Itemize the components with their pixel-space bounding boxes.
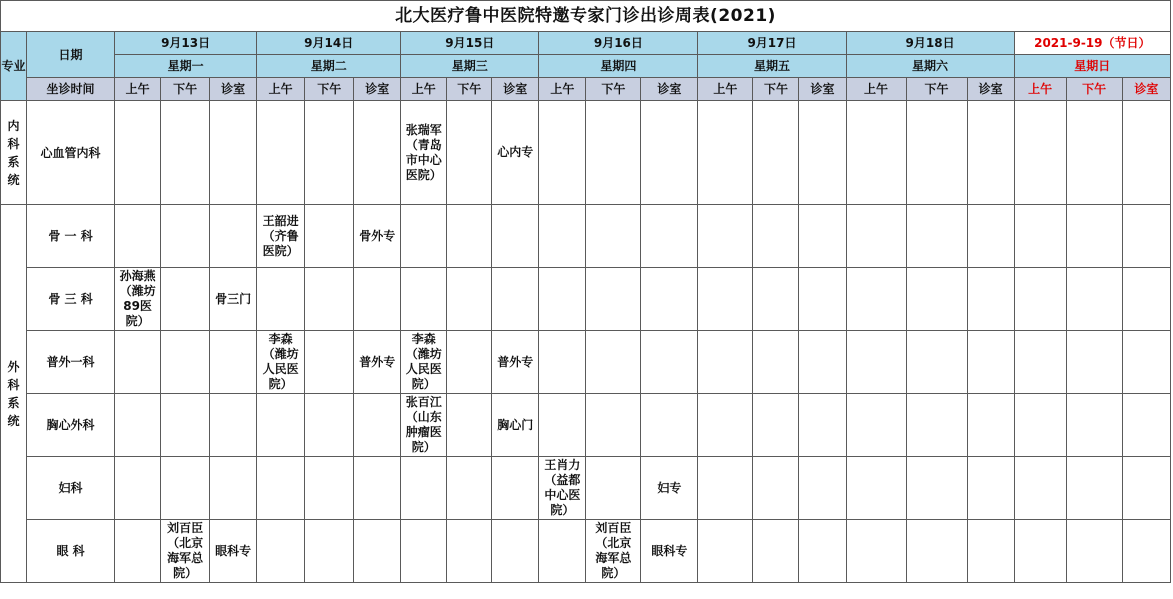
slot-header: 下午 [586, 78, 641, 101]
schedule-cell [698, 268, 753, 331]
schedule-cell [257, 101, 305, 205]
schedule-cell [698, 520, 753, 583]
schedule-cell [698, 101, 753, 205]
slot-header: 上午 [401, 78, 447, 101]
table-row [1, 268, 1171, 331]
schedule-cell [698, 205, 753, 268]
schedule-cell [305, 520, 354, 583]
schedule-cell [492, 520, 539, 583]
schedule-cell [1066, 205, 1122, 268]
schedule-cell [210, 457, 257, 520]
schedule-cell [799, 331, 846, 394]
schedule-cell [115, 457, 161, 520]
schedule-cell [539, 394, 586, 457]
schedule-cell [1122, 457, 1170, 520]
weekday-cell: 星期四 [539, 55, 698, 78]
department-name: 骨 三 科 [27, 268, 115, 331]
slot-header: 下午 [906, 78, 967, 101]
schedule-cell [447, 457, 492, 520]
weekday-cell: 星期三 [401, 55, 539, 78]
schedule-cell [906, 331, 967, 394]
schedule-cell: 眼科专 [641, 520, 698, 583]
page-title: 北大医疗鲁中医院特邀专家门诊出诊周表(2021) [1, 1, 1171, 32]
schedule-cell [1122, 331, 1170, 394]
schedule-cell [799, 101, 846, 205]
slot-header: 上午 [1014, 78, 1066, 101]
schedule-cell [354, 101, 401, 205]
slot-header: 上午 [698, 78, 753, 101]
date-header: 日期 [27, 32, 115, 78]
schedule-cell [210, 205, 257, 268]
schedule-cell [753, 520, 799, 583]
slot-header: 下午 [753, 78, 799, 101]
schedule-cell [539, 331, 586, 394]
schedule-cell: 孙海燕 （潍坊 89医 院） [115, 268, 161, 331]
schedule-cell [586, 457, 641, 520]
department-name: 眼 科 [27, 520, 115, 583]
department-name: 胸心外科 [27, 394, 115, 457]
weekday-cell: 星期日 [1014, 55, 1170, 78]
department-name: 骨 一 科 [27, 205, 115, 268]
date-cell: 9月17日 [698, 32, 846, 55]
schedule-cell [906, 268, 967, 331]
weekday-cell: 星期五 [698, 55, 846, 78]
schedule-cell [906, 394, 967, 457]
schedule-cell [539, 268, 586, 331]
specialty-header: 专业 [1, 32, 27, 101]
schedule-cell [1066, 101, 1122, 205]
schedule-cell [906, 520, 967, 583]
schedule-cell [1066, 331, 1122, 394]
schedule-cell [641, 268, 698, 331]
schedule-cell [906, 457, 967, 520]
schedule-cell [799, 457, 846, 520]
schedule-cell: 胸心门 [492, 394, 539, 457]
slot-header: 诊室 [354, 78, 401, 101]
schedule-cell [967, 205, 1014, 268]
schedule-cell [305, 457, 354, 520]
schedule-cell [401, 520, 447, 583]
weekday-cell: 星期一 [115, 55, 257, 78]
table-row [1, 394, 1171, 457]
schedule-cell [305, 101, 354, 205]
date-cell: 9月16日 [539, 32, 698, 55]
slot-header: 诊室 [641, 78, 698, 101]
schedule-cell [401, 205, 447, 268]
schedule-cell: 刘百臣 （北京 海军总 院） [586, 520, 641, 583]
schedule-cell [1014, 520, 1066, 583]
schedule-cell [492, 205, 539, 268]
schedule-cell [753, 101, 799, 205]
schedule-cell [447, 331, 492, 394]
schedule-cell [210, 101, 257, 205]
table-row [1, 457, 1171, 520]
schedule-cell: 心内专 [492, 101, 539, 205]
slot-header: 下午 [447, 78, 492, 101]
schedule-cell [641, 394, 698, 457]
schedule-cell [447, 520, 492, 583]
schedule-cell [586, 394, 641, 457]
schedule-cell: 李森 （潍坊 人民医 院） [401, 331, 447, 394]
schedule-cell: 普外专 [354, 331, 401, 394]
schedule-cell [401, 268, 447, 331]
schedule-cell [698, 394, 753, 457]
schedule-cell [447, 205, 492, 268]
schedule-cell [641, 205, 698, 268]
schedule-cell: 妇专 [641, 457, 698, 520]
schedule-cell [1014, 268, 1066, 331]
schedule-cell [799, 394, 846, 457]
table-row [1, 205, 1171, 268]
schedule-cell [539, 205, 586, 268]
schedule-cell [846, 268, 906, 331]
schedule-cell [539, 520, 586, 583]
schedule-cell [161, 457, 210, 520]
schedule-cell: 刘百臣 （北京 海军总 院） [161, 520, 210, 583]
schedule-cell [257, 268, 305, 331]
slot-header: 上午 [115, 78, 161, 101]
schedule-cell [846, 457, 906, 520]
schedule-cell: 普外专 [492, 331, 539, 394]
schedule-cell [698, 331, 753, 394]
schedule-cell [846, 205, 906, 268]
slot-header: 下午 [161, 78, 210, 101]
schedule-cell [305, 268, 354, 331]
schedule-cell [1014, 394, 1066, 457]
schedule-cell [492, 457, 539, 520]
schedule-cell [305, 205, 354, 268]
schedule-cell [799, 205, 846, 268]
schedule-cell [967, 457, 1014, 520]
schedule-cell [305, 331, 354, 394]
system-label-surgical: 外 科 系 统 [1, 205, 27, 583]
schedule-cell [967, 520, 1014, 583]
schedule-cell [753, 205, 799, 268]
schedule-cell [967, 331, 1014, 394]
schedule-cell [354, 520, 401, 583]
slot-header: 诊室 [492, 78, 539, 101]
schedule-cell [257, 394, 305, 457]
schedule-cell [210, 331, 257, 394]
schedule-cell [1066, 394, 1122, 457]
schedule-cell [115, 394, 161, 457]
schedule-cell [1066, 457, 1122, 520]
schedule-cell [1122, 101, 1170, 205]
time-header: 坐诊时间 [27, 78, 115, 101]
schedule-cell [586, 205, 641, 268]
schedule-cell [753, 457, 799, 520]
table-row [1, 101, 1171, 205]
schedule-cell [161, 101, 210, 205]
slot-header: 下午 [1066, 78, 1122, 101]
weekday-cell: 星期六 [846, 55, 1014, 78]
schedule-cell: 王肖力 （益都 中心医 院） [539, 457, 586, 520]
schedule-cell [447, 394, 492, 457]
schedule-cell [257, 457, 305, 520]
schedule-cell [492, 268, 539, 331]
schedule-cell [753, 394, 799, 457]
schedule-cell: 张瑞军 （青岛 市中心 医院） [401, 101, 447, 205]
schedule-cell [1122, 520, 1170, 583]
schedule-cell: 李森 （潍坊 人民医 院） [257, 331, 305, 394]
schedule-cell [846, 394, 906, 457]
schedule-cell [846, 331, 906, 394]
schedule-cell [539, 101, 586, 205]
schedule-cell: 眼科专 [210, 520, 257, 583]
schedule-cell [210, 394, 257, 457]
schedule-cell [305, 394, 354, 457]
department-name: 心血管内科 [27, 101, 115, 205]
weekday-cell: 星期二 [257, 55, 401, 78]
schedule-cell [967, 394, 1014, 457]
schedule-cell [115, 205, 161, 268]
schedule-cell [799, 268, 846, 331]
date-cell: 2021-9-19（节日） [1014, 32, 1170, 55]
slot-header: 下午 [305, 78, 354, 101]
schedule-cell [161, 205, 210, 268]
date-cell: 9月15日 [401, 32, 539, 55]
schedule-cell [1014, 457, 1066, 520]
schedule-cell [906, 205, 967, 268]
slot-header: 诊室 [967, 78, 1014, 101]
schedule-cell [753, 331, 799, 394]
schedule-cell [753, 268, 799, 331]
table-row [1, 520, 1171, 583]
slot-header: 上午 [846, 78, 906, 101]
schedule-cell [1122, 394, 1170, 457]
schedule-cell [967, 268, 1014, 331]
schedule-cell [698, 457, 753, 520]
schedule-cell [115, 520, 161, 583]
department-name: 妇科 [27, 457, 115, 520]
schedule-cell [1122, 268, 1170, 331]
schedule-cell [354, 457, 401, 520]
schedule-cell [641, 101, 698, 205]
schedule-cell [1066, 520, 1122, 583]
schedule-cell [354, 268, 401, 331]
date-cell: 9月13日 [115, 32, 257, 55]
schedule-cell [967, 101, 1014, 205]
schedule-cell [846, 520, 906, 583]
schedule-cell [447, 268, 492, 331]
schedule-cell [846, 101, 906, 205]
schedule-cell [586, 101, 641, 205]
date-cell: 9月18日 [846, 32, 1014, 55]
schedule-cell [586, 268, 641, 331]
schedule-cell [401, 457, 447, 520]
slot-header: 上午 [257, 78, 305, 101]
schedule-cell: 王韶进 （齐鲁 医院） [257, 205, 305, 268]
system-label-internal: 内 科 系 统 [1, 101, 27, 205]
schedule-cell [586, 331, 641, 394]
schedule-cell [1122, 205, 1170, 268]
schedule-cell [115, 331, 161, 394]
department-name: 普外一科 [27, 331, 115, 394]
schedule-cell [1066, 268, 1122, 331]
schedule-cell [799, 520, 846, 583]
schedule-cell: 张百江 （山东 肿瘤医 院） [401, 394, 447, 457]
schedule-cell: 骨三门 [210, 268, 257, 331]
schedule-cell [161, 268, 210, 331]
schedule-cell [115, 101, 161, 205]
date-cell: 9月14日 [257, 32, 401, 55]
schedule-cell: 骨外专 [354, 205, 401, 268]
schedule-cell [1014, 101, 1066, 205]
schedule-cell [161, 331, 210, 394]
slot-header: 诊室 [1122, 78, 1170, 101]
table-row [1, 331, 1171, 394]
schedule-cell [447, 101, 492, 205]
schedule-cell [1014, 331, 1066, 394]
schedule-cell [161, 394, 210, 457]
schedule-cell [641, 331, 698, 394]
schedule-cell [1014, 205, 1066, 268]
schedule-cell [354, 394, 401, 457]
schedule-cell [257, 520, 305, 583]
slot-header: 上午 [539, 78, 586, 101]
schedule-cell [906, 101, 967, 205]
slot-header: 诊室 [799, 78, 846, 101]
slot-header: 诊室 [210, 78, 257, 101]
